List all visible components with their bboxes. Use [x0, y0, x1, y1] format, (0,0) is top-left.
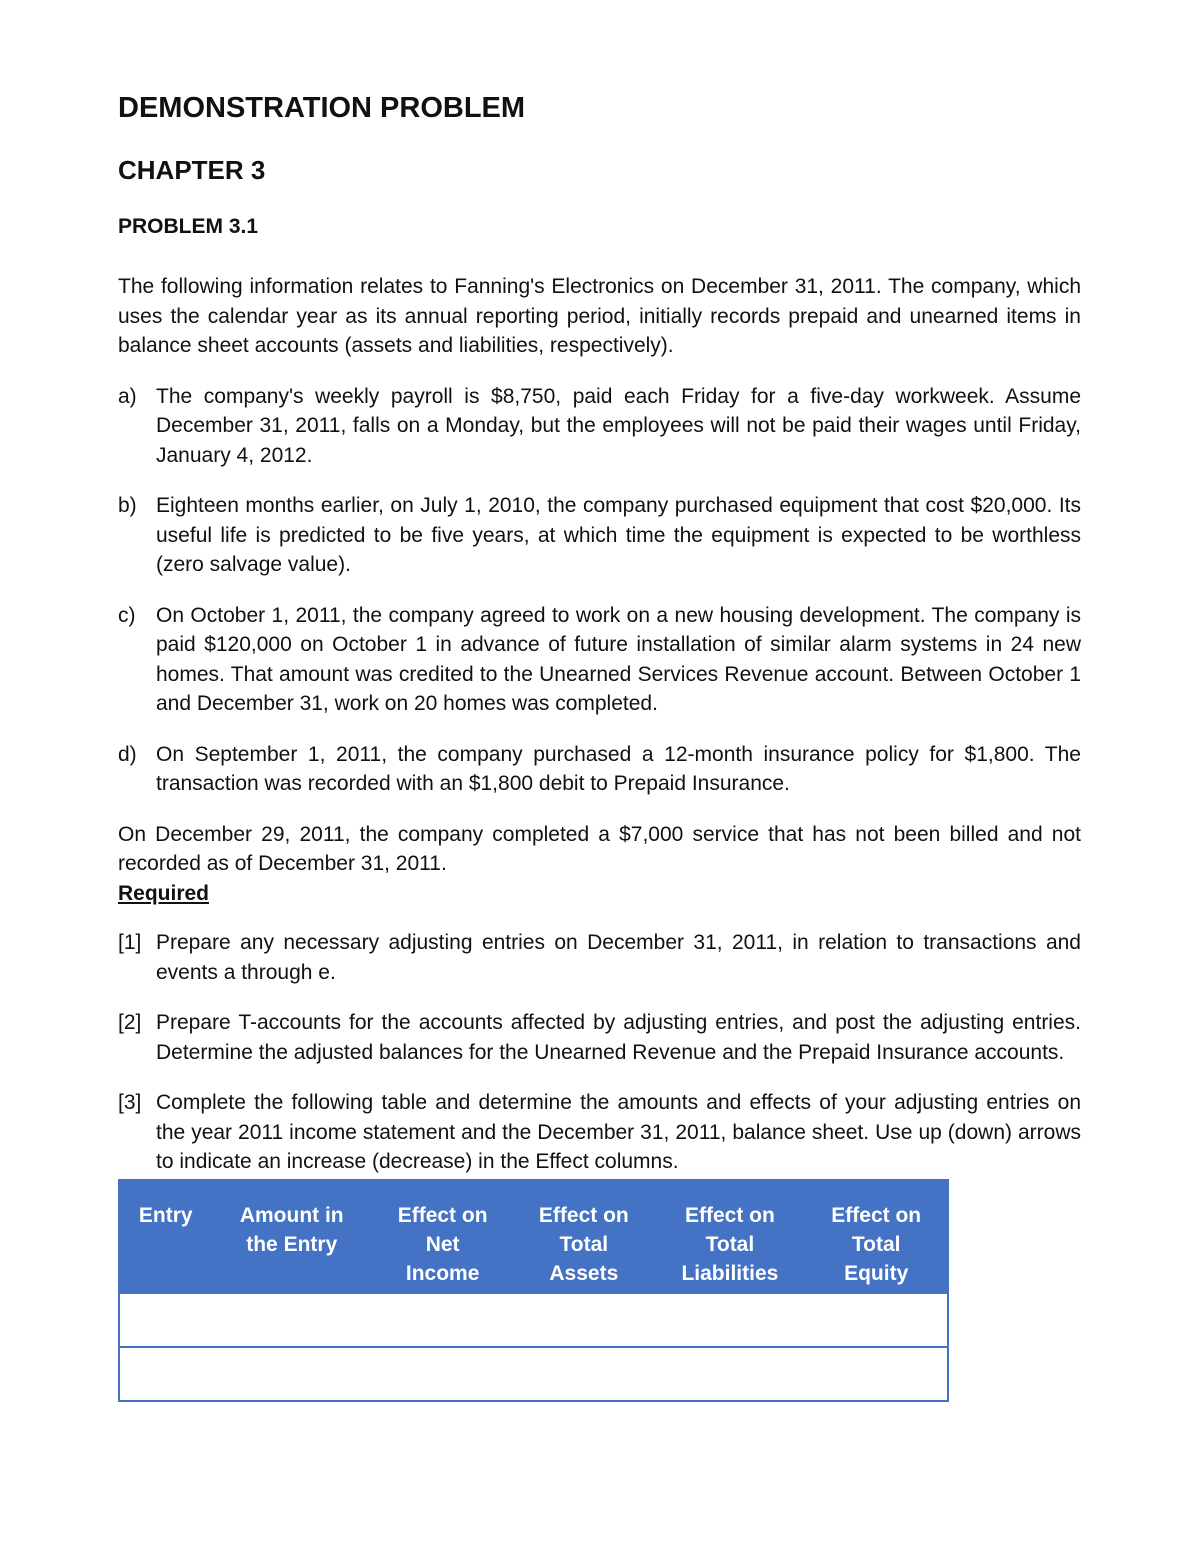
- header-line: Effect on: [397, 1203, 488, 1227]
- list-item: [118, 1088, 1081, 1177]
- item-marker: c): [118, 603, 136, 627]
- empty-cell: [119, 1347, 948, 1401]
- column-header-total-equity: [805, 1180, 948, 1293]
- list-item: [118, 928, 1081, 987]
- column-header-net-income: [372, 1180, 513, 1293]
- table-row: [119, 1293, 948, 1347]
- effects-table: [118, 1179, 949, 1402]
- problem-heading: PROBLEM 3.1: [118, 215, 259, 238]
- item-marker: [3]: [118, 1091, 142, 1114]
- item-text: On September 1, 2011, the company purchased a 12-month insurance policy for $1,800. The transaction was recorded with an $1,800 debit to Prepaid Insurance.: [156, 742, 1081, 795]
- column-header-total-assets: [513, 1180, 654, 1293]
- item-marker: b): [118, 494, 137, 517]
- list-item: [118, 382, 1081, 471]
- document-title: DEMONSTRATION PROBLEM: [118, 92, 526, 124]
- header-line: Total: [705, 1232, 755, 1256]
- header-line: Liabilities: [681, 1261, 779, 1285]
- item-marker: [1]: [118, 931, 142, 954]
- required-heading: Required: [118, 881, 210, 905]
- header-line: Effect on: [538, 1203, 629, 1227]
- item-text: Prepare T-accounts for the accounts affected by adjusting entries, and post the adjusting entries. Determine the adjusted balances for the Unearned Revenue and the Prepaid Insurance accounts.: [156, 1011, 1081, 1064]
- header-line: Equity: [844, 1261, 909, 1285]
- header-line: Entry: [138, 1203, 193, 1227]
- header-line: Income: [405, 1261, 480, 1285]
- header-line: Total: [559, 1232, 609, 1256]
- item-text: The company's weekly payroll is $8,750, paid each Friday for a five-day workweek. Assume December 31, 2011, falls on a Monday, but the employees will not be paid their wages until Friday, January 4, 2012.: [156, 384, 1081, 467]
- column-header-amount: [211, 1180, 372, 1293]
- header-line: Amount in: [239, 1203, 344, 1227]
- header-line: the Entry: [246, 1232, 338, 1256]
- header-line: Assets: [549, 1261, 619, 1285]
- column-header-total-liabilities: [654, 1180, 805, 1293]
- chapter-heading: CHAPTER 3: [118, 155, 266, 185]
- item-text: Eighteen months earlier, on July 1, 2010, the company purchased equipment that cost $20,000. Its useful life is predicted to be five years, at which time the equipment is expected to be worthless (zero salvage value).: [156, 494, 1081, 576]
- document-page: [118, 88, 1081, 1402]
- list-item: [118, 740, 1081, 799]
- item-text: On October 1, 2011, the company agreed to work on a new housing development. The company is paid $120,000 on October 1 in advance of future installation of similar alarm systems in 24 new homes. That amount was credited to the Unearned Services Revenue account. Between October 1 and December 31, work on 20 homes was completed.: [156, 603, 1081, 715]
- closing-paragraph: On December 29, 2011, the company completed a $7,000 service that has not been billed and not recorded as of December 31, 2011.: [118, 822, 1081, 875]
- item-text: Prepare any necessary adjusting entries on December 31, 2011, in relation to transactions and events a through e.: [156, 931, 1081, 984]
- header-line: Effect on: [684, 1203, 775, 1227]
- item-marker: d): [118, 742, 137, 766]
- transaction-list: [118, 382, 1081, 799]
- intro-paragraph: The following information relates to Fanning's Electronics on December 31, 2011. The company, which uses the calendar year as its annual reporting period, initially records prepaid and unearned items in balance sheet accounts (assets and liabilities, respectively).: [118, 275, 1081, 357]
- header-line: Net: [425, 1232, 460, 1256]
- item-marker: [2]: [118, 1011, 142, 1034]
- list-item: [118, 491, 1081, 580]
- header-line: Effect on: [831, 1203, 922, 1227]
- column-header-entry: [119, 1180, 211, 1293]
- table-header-row: [119, 1180, 948, 1293]
- header-line: Total: [851, 1232, 901, 1256]
- list-item: [118, 601, 1081, 719]
- requirements-list: [118, 928, 1081, 1177]
- item-text: Complete the following table and determine the amounts and effects of your adjusting entries on the year 2011 income statement and the December 31, 2011, balance sheet. Use up (down) arrows to indicate an increase (decrease) in the Effect columns.: [156, 1091, 1081, 1173]
- table-row: [119, 1347, 948, 1401]
- item-marker: a): [118, 384, 137, 408]
- list-item: [118, 1008, 1081, 1067]
- empty-cell: [119, 1293, 948, 1347]
